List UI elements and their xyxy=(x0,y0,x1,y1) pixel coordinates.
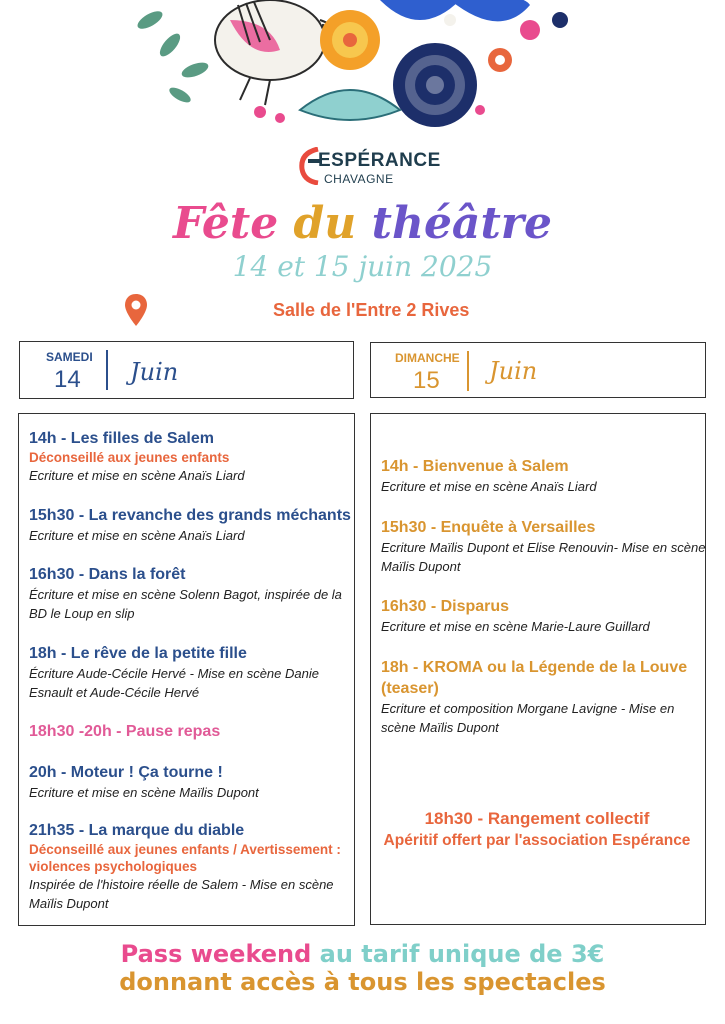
list-item xyxy=(381,596,711,636)
list-item xyxy=(29,820,359,913)
floral-illustration xyxy=(120,0,580,140)
pass-line-2: donnant accès à tous les spectacles xyxy=(119,968,606,996)
event-title: 14h - Les filles de Salem xyxy=(29,430,214,447)
pass-line-1 xyxy=(0,940,725,968)
event-warning: Déconseillé aux jeunes enfants / Avertissement : violences psychologiques xyxy=(29,842,341,874)
event-warning: Déconseillé aux jeunes enfants xyxy=(29,450,230,465)
location-pin-icon xyxy=(124,293,148,327)
esperance-logo xyxy=(296,144,446,194)
divider xyxy=(106,350,108,390)
event-title: 14h - Bienvenue à Salem xyxy=(381,458,569,475)
pass-label: Pass weekend xyxy=(120,940,312,968)
sunday-day-name: DIMANCHE xyxy=(395,351,460,365)
list-item xyxy=(29,721,359,742)
venue-name: Salle de l'Entre 2 Rives xyxy=(273,300,470,320)
sunday-day-number: 15 xyxy=(413,367,440,394)
event-credits: Ecriture et mise en scène Maïlis Dupont xyxy=(29,785,259,800)
event-credits: Écriture et mise en scène Solenn Bagot, inspirée de la BD le Loup en slip xyxy=(29,587,342,621)
event-credits: Ecriture et mise en scène Anaïs Liard xyxy=(29,528,245,543)
event-credits: Ecriture Maïlis Dupont et Elise Renouvin- Mise en scène Maïlis Dupont xyxy=(381,540,706,574)
divider xyxy=(467,351,469,391)
saturday-program xyxy=(18,413,355,926)
event-credits: Ecriture et mise en scène Anaïs Liard xyxy=(381,479,597,494)
event-title: 16h30 - Dans la forêt xyxy=(29,566,186,583)
event-credits: Ecriture et mise en scène Anaïs Liard xyxy=(29,468,245,483)
event-title: 18h - Le rêve de la petite fille xyxy=(29,645,247,662)
saturday-day-number: 14 xyxy=(54,366,81,393)
list-item xyxy=(29,762,359,802)
list-item xyxy=(29,428,359,485)
event-title: 20h - Moteur ! Ça tourne ! xyxy=(29,764,223,781)
saturday-day-name: SAMEDI xyxy=(46,350,93,364)
event-title: 18h30 -20h - Pause repas xyxy=(29,723,221,740)
sunday-month: Juin xyxy=(489,357,538,385)
logo-name: ESPÉRANCE xyxy=(318,150,441,171)
closing-title: 18h30 - Rangement collectif xyxy=(424,809,650,828)
list-item xyxy=(381,657,701,737)
event-dates: 14 et 15 juin 2025 xyxy=(232,250,493,283)
title-part-fete: Fête xyxy=(173,198,279,249)
list-item xyxy=(381,517,711,576)
closing-note xyxy=(372,808,702,851)
event-title: 15h30 - La revanche des grands méchants xyxy=(29,507,351,524)
list-item xyxy=(381,456,711,496)
list-item xyxy=(29,564,359,623)
event-credits: Inspirée de l'histoire réelle de Salem - Mise en scène Maïlis Dupont xyxy=(29,877,334,911)
event-credits: Écriture Aude-Cécile Hervé - Mise en scène Danie Esnault et Aude-Cécile Hervé xyxy=(29,666,319,700)
logo-subtitle: CHAVAGNE xyxy=(324,172,394,186)
closing-text: Apéritif offert par l'association Espérance xyxy=(383,832,691,849)
event-credits: Ecriture et mise en scène Marie-Laure Guillard xyxy=(381,619,650,634)
title-part-theatre: théâtre xyxy=(371,198,552,249)
event-title: 21h35 - La marque du diable xyxy=(29,822,245,839)
event-title: 15h30 - Enquête à Versailles xyxy=(381,519,596,536)
page-title xyxy=(0,198,725,249)
event-title: 16h30 - Disparus xyxy=(381,598,510,615)
list-item xyxy=(29,643,359,702)
sunday-header xyxy=(370,342,706,398)
saturday-header xyxy=(19,341,354,399)
pass-price: au tarif unique de 3€ xyxy=(311,940,605,968)
saturday-month: Juin xyxy=(130,358,179,386)
event-credits: Ecriture et composition Morgane Lavigne - Mise en scène Maïlis Dupont xyxy=(381,701,675,735)
title-part-du: du xyxy=(293,198,357,249)
list-item xyxy=(29,505,359,545)
event-title: 18h - KROMA ou la Légende de la Louve (teaser) xyxy=(381,659,688,697)
